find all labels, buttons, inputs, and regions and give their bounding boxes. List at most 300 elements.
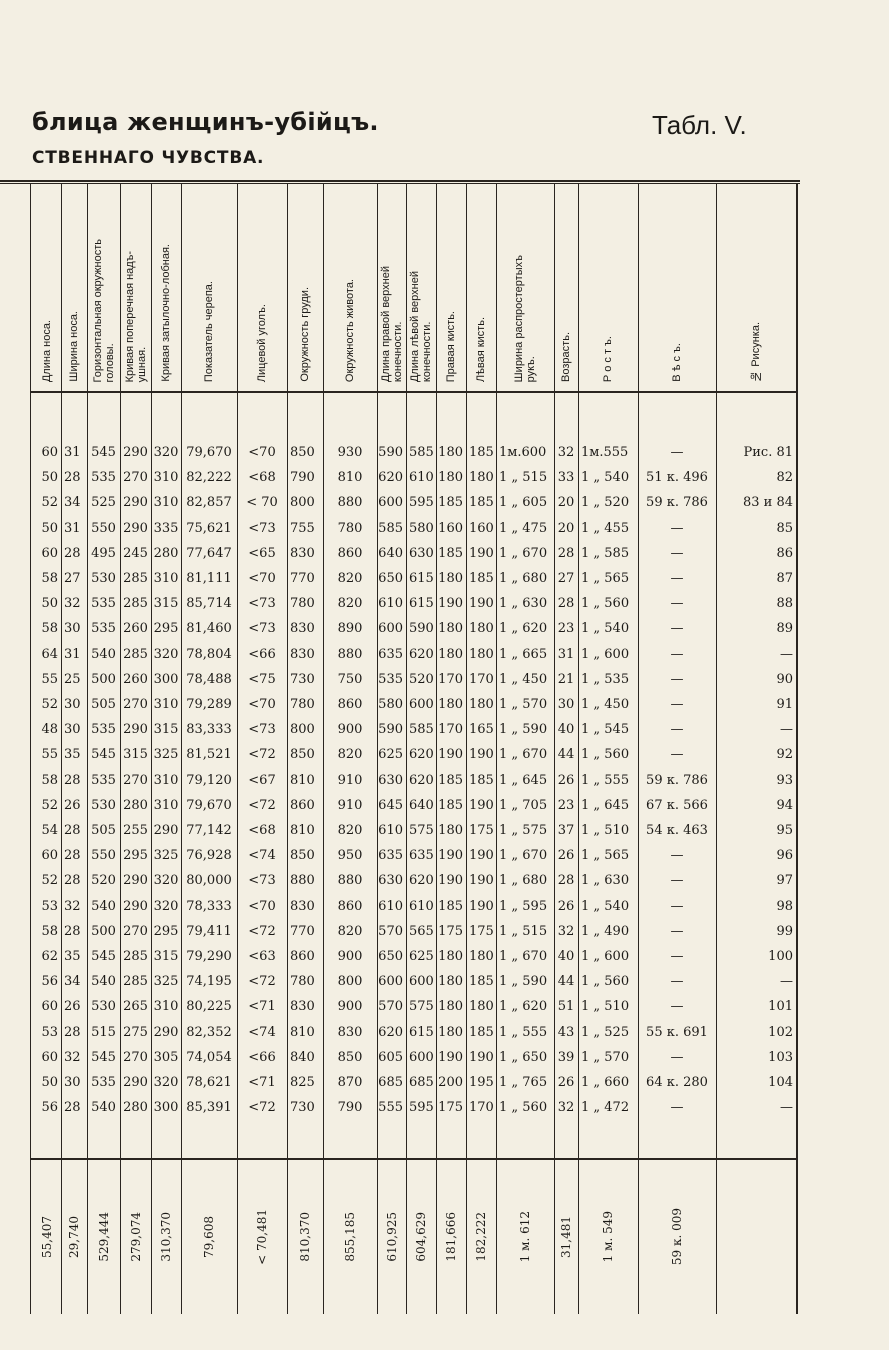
- table-cell: 615: [409, 596, 434, 612]
- table-cell: 175: [469, 923, 494, 939]
- table-cell: 1 „ 472: [581, 1100, 630, 1116]
- table-cell: 585: [409, 722, 434, 738]
- table-cell: 320: [153, 1075, 179, 1090]
- column-header-label: Правая кисть.: [445, 310, 457, 382]
- table-cell: 82,222: [186, 470, 232, 486]
- table-cell: 100: [768, 949, 793, 964]
- table-cell: 1 „ 650: [499, 1049, 548, 1065]
- table-cell: 75,621: [186, 520, 232, 536]
- table-cell: 820: [337, 596, 363, 612]
- table-cell: 270: [123, 1049, 148, 1065]
- table-cell: 310: [153, 470, 179, 486]
- table-cell: 185: [469, 495, 494, 511]
- table-cell: 28: [64, 923, 81, 939]
- table-cell: 620: [378, 1024, 403, 1040]
- summary-value: 604,629: [414, 1212, 428, 1262]
- table-cell: 860: [290, 949, 315, 964]
- table-cell: 1 „ 540: [581, 898, 630, 914]
- table-cell: 78,804: [186, 646, 232, 662]
- table-cell: 59 к. 786: [646, 772, 708, 788]
- table-cell: 170: [438, 722, 463, 738]
- table-cell: 930: [337, 445, 363, 460]
- table-cell: 81,521: [186, 747, 232, 763]
- table-cell: 85: [776, 520, 793, 536]
- summary-cell: [181, 1163, 237, 1311]
- table-cell: 525: [91, 495, 116, 511]
- column-header-label: Лѣвая кисть.: [475, 316, 487, 382]
- table-cell: 285: [123, 596, 148, 612]
- table-cell: 170: [469, 1100, 494, 1116]
- table-cell: 30: [557, 697, 575, 712]
- table-cell: 50: [41, 596, 58, 612]
- table-cell: 185: [469, 974, 494, 990]
- table-cell: 535: [378, 671, 403, 687]
- summary-cell: [237, 1163, 287, 1311]
- table-cell: 1 „ 600: [581, 949, 630, 964]
- column-header: [466, 192, 496, 388]
- table-cell: <73: [248, 520, 276, 536]
- table-cell: 270: [123, 697, 148, 712]
- table-cell: 260: [123, 621, 148, 637]
- table-cell: 1 „ 450: [499, 671, 548, 687]
- summary-value: 182,222: [474, 1212, 488, 1262]
- summary-cell: [554, 1163, 578, 1311]
- summary-value: 1 м. 549: [601, 1211, 615, 1263]
- summary-cell: [638, 1163, 716, 1311]
- summary-cell: [32, 1163, 61, 1311]
- table-cell: 52: [41, 873, 58, 889]
- table-cell: 1 „ 560: [581, 596, 630, 612]
- table-cell: 280: [123, 797, 148, 813]
- summary-cell: [87, 1163, 120, 1311]
- table-cell: 56: [41, 974, 58, 990]
- table-cell: 1 „ 545: [581, 722, 630, 738]
- table-cell: 530: [91, 797, 116, 813]
- table-cell: 830: [290, 545, 315, 561]
- table-cell: 190: [438, 1049, 463, 1065]
- table-cell: 1 „ 590: [499, 722, 548, 738]
- table-cell: 315: [123, 747, 148, 763]
- table-label: Табл. V.: [652, 110, 747, 140]
- table-cell: <74: [248, 1024, 276, 1040]
- table-cell: 530: [91, 571, 116, 586]
- table-cell: 295: [153, 621, 179, 637]
- table-cell: 545: [91, 445, 116, 460]
- table-cell: 58: [41, 621, 58, 637]
- table-cell: 1 „ 620: [499, 621, 548, 637]
- table-cell: 104: [768, 1075, 793, 1090]
- summary-cell: [151, 1163, 181, 1311]
- table-cell: 170: [469, 671, 494, 687]
- table-cell: 50: [41, 1075, 58, 1090]
- table-cell: 81,111: [186, 571, 232, 586]
- table-cell: 185: [438, 898, 463, 914]
- table-cell: 320: [153, 445, 179, 460]
- table-cell: 26: [64, 999, 81, 1015]
- column-header-label: Окружность живота.: [344, 278, 356, 382]
- table-cell: 850: [290, 747, 315, 763]
- table-cell: 160: [469, 520, 494, 536]
- table-cell: 535: [91, 596, 116, 612]
- table-cell: 640: [409, 797, 434, 813]
- summary-value: 279,074: [128, 1212, 143, 1262]
- table-cell: <72: [248, 747, 276, 763]
- table-cell: 880: [337, 646, 363, 662]
- table-cell: 60: [41, 445, 58, 460]
- table-cell: 555: [378, 1100, 403, 1116]
- table-cell: 310: [153, 772, 179, 788]
- table-cell: 28: [64, 873, 81, 889]
- table-cell: 630: [409, 545, 434, 561]
- table-cell: 91: [776, 697, 793, 712]
- column-header: [578, 192, 638, 388]
- table-cell: 98: [776, 898, 793, 914]
- table-cell: <73: [248, 596, 276, 612]
- table-cell: 1 „ 670: [499, 545, 548, 561]
- table-cell: 97: [776, 873, 793, 889]
- table-cell: 101: [768, 999, 793, 1015]
- table-cell: 780: [337, 520, 363, 536]
- rule-body-bottom: [30, 1158, 796, 1160]
- table-cell: 305: [153, 1049, 179, 1065]
- table-cell: —: [670, 873, 684, 889]
- page-subtitle: СТВЕННАГО ЧУВСТВА.: [32, 148, 265, 168]
- table-cell: 1 „ 665: [499, 646, 548, 662]
- table-cell: 1 „ 560: [581, 974, 630, 990]
- table-cell: 810: [337, 470, 363, 486]
- summary-value: 529,444: [96, 1212, 111, 1262]
- table-cell: 635: [409, 848, 434, 864]
- table-cell: 190: [469, 848, 494, 864]
- summary-cell: [716, 1163, 796, 1311]
- table-cell: 1 „ 645: [581, 797, 630, 813]
- table-cell: 635: [378, 848, 403, 864]
- table-cell: 185: [438, 495, 463, 511]
- table-cell: 85,714: [186, 596, 232, 612]
- table-cell: 595: [409, 1100, 434, 1116]
- table-cell: 82: [776, 470, 793, 486]
- table-cell: 540: [91, 1100, 116, 1116]
- table-cell: 74,054: [186, 1049, 232, 1065]
- table-cell: 1 „ 575: [499, 823, 548, 838]
- table-cell: 1м.600: [499, 445, 547, 460]
- summary-value: < 70,481: [255, 1209, 269, 1265]
- table-cell: 180: [438, 571, 463, 586]
- table-cell: 600: [409, 974, 434, 990]
- table-cell: 900: [337, 949, 363, 964]
- table-cell: 565: [409, 923, 434, 939]
- table-cell: —: [670, 1100, 684, 1116]
- table-cell: 535: [91, 470, 116, 486]
- table-cell: 800: [337, 974, 363, 990]
- column-header-label: Р о с т ъ.: [602, 335, 614, 382]
- table-cell: 310: [153, 495, 179, 511]
- table-cell: 23: [557, 797, 575, 813]
- table-cell: 170: [438, 671, 463, 687]
- column-header: [716, 192, 796, 388]
- table-cell: 280: [153, 545, 179, 561]
- table-cell: 285: [123, 974, 148, 990]
- table-cell: 260: [123, 671, 148, 687]
- table-cell: 44: [557, 747, 575, 763]
- table-cell: 300: [153, 671, 179, 687]
- table-cell: 55 к. 691: [646, 1024, 708, 1040]
- table-cell: 175: [438, 1100, 463, 1116]
- table-cell: 535: [91, 621, 116, 637]
- table-cell: 190: [438, 596, 463, 612]
- table-cell: <70: [248, 445, 276, 460]
- table-cell: 335: [153, 520, 179, 536]
- table-cell: 1 „ 585: [581, 545, 630, 561]
- table-cell: 505: [91, 823, 116, 838]
- table-cell: 93: [776, 772, 793, 788]
- table-cell: 1 „ 520: [581, 495, 630, 511]
- table-cell: 790: [290, 470, 315, 486]
- table-cell: 32: [64, 596, 81, 612]
- table-cell: 630: [378, 873, 403, 889]
- table-cell: 650: [378, 571, 403, 586]
- table-cell: 870: [337, 1075, 363, 1090]
- table-cell: 77,142: [186, 823, 232, 838]
- table-cell: 1 „ 705: [499, 797, 548, 813]
- table-cell: 685: [378, 1075, 403, 1090]
- rule-col-18: [796, 184, 798, 1314]
- table-cell: 180: [469, 470, 494, 486]
- table-cell: 67 к. 566: [646, 797, 708, 813]
- table-cell: 820: [337, 823, 363, 838]
- table-cell: 290: [123, 495, 148, 511]
- table-cell: 830: [290, 646, 315, 662]
- column-header: [151, 192, 181, 388]
- summary-value: 181,666: [444, 1212, 458, 1262]
- table-cell: 39: [557, 1049, 575, 1065]
- table-cell: 32: [64, 898, 81, 914]
- table-cell: 79,290: [186, 949, 232, 964]
- table-cell: 600: [409, 697, 434, 712]
- summary-value: 79,608: [202, 1216, 216, 1258]
- table-cell: 820: [337, 747, 363, 763]
- table-cell: 1 „ 600: [581, 646, 630, 662]
- table-cell: —: [670, 545, 684, 561]
- column-header-label: В ѣ с ъ.: [671, 343, 683, 382]
- table-cell: 1 „ 515: [499, 923, 548, 939]
- table-cell: 325: [153, 974, 179, 990]
- column-header-label: Кривая поперечная надъ- ушная.: [123, 250, 148, 382]
- table-cell: 295: [153, 923, 179, 939]
- summary-value: 610,925: [384, 1212, 399, 1262]
- table-cell: 80,225: [186, 999, 232, 1015]
- table-cell: —: [670, 596, 684, 612]
- table-cell: 290: [123, 1075, 148, 1090]
- table-cell: 31: [64, 646, 81, 662]
- table-cell: 1 „ 525: [581, 1024, 630, 1040]
- summary-cell: [61, 1163, 87, 1311]
- table-cell: 1 „ 595: [499, 898, 548, 914]
- table-cell: 76,928: [186, 848, 232, 864]
- table-cell: 180: [438, 999, 463, 1015]
- table-cell: 54: [41, 823, 58, 838]
- table-cell: 190: [438, 873, 463, 889]
- summary-value: 855,185: [343, 1212, 357, 1262]
- table-cell: <70: [248, 898, 276, 914]
- column-header: [323, 192, 377, 388]
- summary-value: 55,407: [39, 1216, 54, 1258]
- table-cell: 880: [290, 873, 315, 889]
- table-cell: 26: [557, 1075, 575, 1090]
- table-cell: 810: [290, 772, 315, 788]
- table-cell: 315: [153, 949, 179, 964]
- table-cell: 580: [378, 697, 403, 712]
- table-cell: 535: [91, 772, 116, 788]
- summary-cell: [377, 1163, 406, 1311]
- column-header: [120, 192, 151, 388]
- table-cell: 79,411: [186, 923, 232, 939]
- table-cell: 625: [409, 949, 434, 964]
- table-cell: 190: [438, 747, 463, 763]
- table-cell: 830: [290, 898, 315, 914]
- table-cell: 890: [337, 621, 363, 637]
- table-cell: 190: [469, 545, 494, 561]
- table-cell: 58: [41, 772, 58, 788]
- table-cell: 78,333: [186, 898, 232, 914]
- table-cell: 52: [41, 495, 58, 511]
- table-cell: 60: [41, 848, 58, 864]
- column-header-label: Лицевой уголъ.: [256, 303, 268, 382]
- table-cell: 1 „ 515: [499, 470, 548, 486]
- table-cell: 52: [41, 697, 58, 712]
- table-cell: —: [780, 974, 793, 990]
- table-cell: 190: [469, 1049, 494, 1065]
- table-cell: 195: [469, 1075, 494, 1090]
- table-cell: 730: [290, 1100, 315, 1116]
- column-header-label: Возрасть.: [560, 332, 572, 382]
- table-cell: 82,857: [186, 495, 232, 511]
- table-cell: 30: [64, 621, 81, 637]
- table-cell: 190: [469, 747, 494, 763]
- table-cell: 800: [290, 722, 315, 738]
- table-cell: 60: [41, 545, 58, 561]
- table-cell: 780: [290, 974, 315, 990]
- column-header: [377, 192, 406, 388]
- table-cell: <68: [248, 470, 276, 486]
- table-cell: 1 „ 680: [499, 873, 548, 889]
- table-cell: 28: [64, 1100, 81, 1116]
- table-cell: 860: [337, 697, 363, 712]
- table-cell: 1 „ 450: [581, 697, 630, 712]
- table-cell: —: [670, 974, 684, 990]
- table-cell: 180: [438, 823, 463, 838]
- table-cell: 185: [469, 772, 494, 788]
- table-cell: 28: [557, 873, 575, 889]
- table-cell: 31: [557, 646, 575, 662]
- table-cell: 180: [438, 974, 463, 990]
- table-cell: 325: [153, 848, 179, 864]
- table-cell: 48: [41, 722, 58, 738]
- table-cell: 1 „ 765: [499, 1075, 548, 1090]
- table-cell: 185: [438, 545, 463, 561]
- table-cell: 640: [378, 545, 403, 561]
- table-cell: 500: [91, 923, 116, 939]
- table-cell: 51 к. 496: [646, 470, 708, 486]
- column-header: [87, 192, 120, 388]
- table-cell: 580: [409, 520, 434, 536]
- table-cell: —: [670, 747, 684, 763]
- table-cell: 50: [41, 520, 58, 536]
- rule-header-bottom: [30, 391, 796, 393]
- column-header-label: Горизонтальная окружность головы.: [91, 238, 116, 382]
- table-cell: 850: [290, 848, 315, 864]
- table-cell: 310: [153, 697, 179, 712]
- table-cell: 87: [776, 571, 793, 586]
- table-cell: 74,195: [186, 974, 232, 990]
- table-cell: —: [780, 646, 793, 662]
- summary-cell: [323, 1163, 377, 1311]
- table-cell: 495: [91, 545, 116, 561]
- table-cell: 1 „ 555: [499, 1024, 548, 1040]
- table-cell: 1 „ 490: [581, 923, 630, 939]
- table-cell: 570: [378, 999, 403, 1015]
- table-cell: 605: [378, 1049, 403, 1065]
- table-cell: 55: [41, 671, 58, 687]
- table-cell: 31: [64, 445, 81, 460]
- table-cell: 35: [64, 747, 81, 763]
- table-cell: <74: [248, 848, 276, 864]
- table-cell: 35: [64, 949, 81, 964]
- summary-value: 310,370: [159, 1212, 173, 1262]
- table-cell: 96: [776, 848, 793, 864]
- table-cell: 190: [469, 873, 494, 889]
- table-cell: 910: [337, 797, 363, 813]
- table-cell: <72: [248, 1100, 276, 1116]
- table-cell: 280: [123, 1100, 148, 1116]
- table-cell: —: [670, 722, 684, 738]
- table-cell: 545: [91, 1049, 116, 1065]
- table-cell: 23: [557, 621, 575, 637]
- table-cell: 40: [557, 949, 575, 964]
- table-cell: 32: [557, 1100, 575, 1116]
- table-cell: <68: [248, 823, 276, 838]
- table-cell: <73: [248, 873, 276, 889]
- table-cell: 535: [91, 722, 116, 738]
- table-cell: —: [670, 571, 684, 586]
- page-title: блица женщинъ-убійцъ.: [32, 108, 379, 136]
- table-cell: 610: [378, 596, 403, 612]
- table-cell: 185: [438, 797, 463, 813]
- table-cell: 620: [409, 772, 434, 788]
- table-cell: 830: [337, 1024, 363, 1040]
- table-cell: 290: [123, 873, 148, 889]
- table-cell: <71: [248, 999, 276, 1015]
- table-cell: —: [670, 697, 684, 712]
- table-cell: 620: [409, 747, 434, 763]
- table-cell: 53: [41, 1024, 58, 1040]
- table-cell: 1 „ 540: [581, 470, 630, 486]
- summary-cell: [496, 1163, 554, 1311]
- table-cell: 27: [557, 571, 575, 586]
- table-cell: 37: [557, 823, 575, 838]
- table-cell: 79,120: [186, 772, 232, 788]
- table-cell: 620: [409, 646, 434, 662]
- table-cell: 64: [41, 646, 58, 662]
- table-cell: 1 „ 645: [499, 772, 548, 788]
- table-cell: 62: [41, 949, 58, 964]
- table-cell: 320: [153, 646, 179, 662]
- table-cell: 290: [123, 722, 148, 738]
- table-cell: 190: [469, 797, 494, 813]
- table-cell: 180: [438, 1024, 463, 1040]
- column-header-label: Ширина распростертыхъ рукъ.: [513, 254, 537, 382]
- table-cell: 1 „ 680: [499, 571, 548, 586]
